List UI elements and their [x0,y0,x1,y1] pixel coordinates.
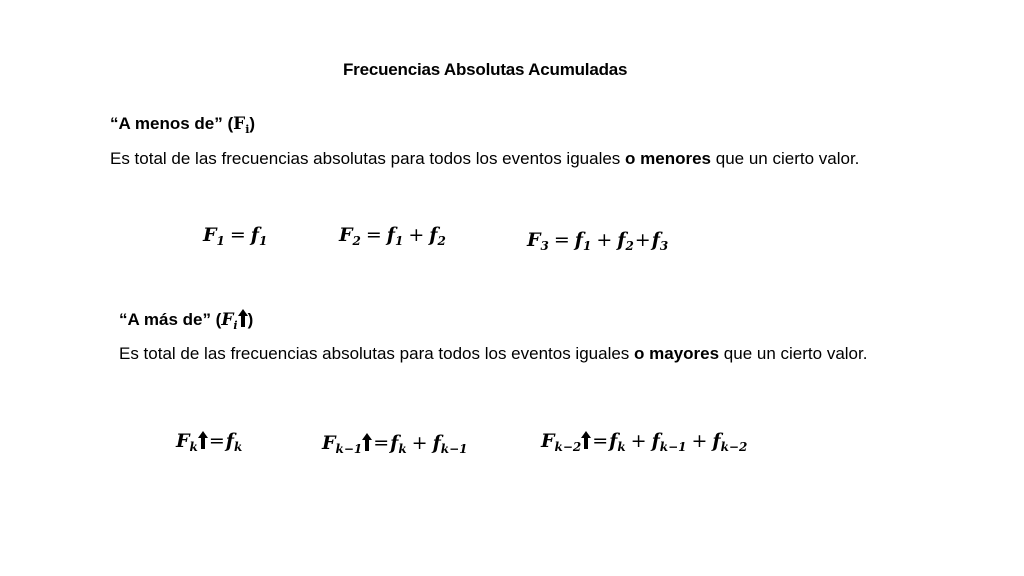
eq-equals: = [208,430,225,452]
section-less-heading-suffix: ) [249,114,256,133]
eq-lhs-var: F [527,229,541,251]
equation-less-2 [339,224,446,248]
eq-lhs-var: F [541,430,555,452]
eq-lhs-sub: k [189,440,198,454]
equation-less-1 [203,224,267,248]
eq-plus: + [634,229,651,251]
section-less-heading [110,114,255,136]
section-less-desc-post: que un cierto valor. [711,149,860,168]
eq-equals: = [373,432,390,454]
eq-equals: = [229,224,246,246]
section-more-description [119,344,867,364]
up-arrow-icon [198,431,208,449]
eq-plus: + [408,224,425,246]
section-more-desc-bold: o mayores [634,344,720,363]
section-more-desc-pre: Es total de las frecuencias absolutas para todos los eventos iguales [119,344,635,363]
section-less-symbol [233,114,249,134]
eq-term-var: f [429,224,438,246]
section-more-symbol-letter: F [221,310,234,330]
eq-term-sub: 3 [659,239,669,253]
eq-term-sub: k−2 [720,440,748,454]
eq-plus: + [596,229,613,251]
eq-term-sub: 2 [437,234,446,248]
eq-lhs-sub: 1 [216,234,225,248]
eq-term-sub: k−1 [659,440,687,454]
eq-lhs-sub: k−1 [335,442,363,456]
section-less-description [110,149,859,169]
eq-term-var: f [609,430,618,452]
eq-equals: = [592,430,609,452]
eq-term-var: f [390,432,399,454]
section-more-heading-prefix: “A más de” ( [119,310,222,329]
up-arrow-icon [238,309,248,327]
eq-plus: + [411,432,428,454]
up-arrow-icon [581,431,591,449]
eq-term-sub: k−1 [440,442,468,456]
eq-term-var: f [712,430,721,452]
section-more-symbol-sub: i [233,319,238,332]
eq-plus: + [691,430,708,452]
eq-lhs-var: F [322,432,336,454]
section-less-desc-bold: o menores [625,149,712,168]
eq-term-sub: 1 [394,234,404,248]
eq-lhs-sub: k−2 [554,440,582,454]
eq-lhs-var: F [339,224,353,246]
section-more-heading [119,309,253,332]
eq-term-sub: 1 [582,239,592,253]
eq-equals: = [365,224,382,246]
equation-more-1 [176,430,242,454]
section-less-symbol-letter: F [233,114,246,134]
eq-term-var: f [617,229,626,251]
eq-lhs-sub: 3 [540,239,549,253]
eq-plus: + [630,430,647,452]
eq-lhs-sub: 2 [352,234,361,248]
eq-term-var: f [651,229,660,251]
section-less-heading-prefix: “A menos de” ( [110,114,234,133]
eq-lhs-var: F [176,430,190,452]
section-more-desc-post: que un cierto valor. [719,344,868,363]
eq-term-var: f [574,229,583,251]
eq-term-sub: k [398,442,407,456]
slide-title: Frecuencias Absolutas Acumuladas [343,60,628,79]
eq-term-var: f [386,224,395,246]
eq-term-var: f [225,430,234,452]
section-more-heading-suffix: ) [247,310,254,329]
eq-term-sub: 2 [625,239,634,253]
equation-less-3 [527,229,668,253]
equation-more-3 [541,430,747,454]
section-less-symbol-sub: i [245,123,250,136]
eq-term-sub: k [617,440,626,454]
up-arrow-icon [362,433,372,451]
eq-term-var: f [250,224,259,246]
eq-lhs-var: F [203,224,217,246]
eq-equals: = [553,229,570,251]
eq-term-sub: k [233,440,243,454]
section-more-symbol [221,310,237,330]
equation-more-2 [322,432,467,456]
eq-term-var: f [651,430,660,452]
eq-term-var: f [432,432,441,454]
eq-term-sub: 1 [258,234,268,248]
section-less-desc-pre: Es total de las frecuencias absolutas para todos los eventos iguales [110,149,626,168]
